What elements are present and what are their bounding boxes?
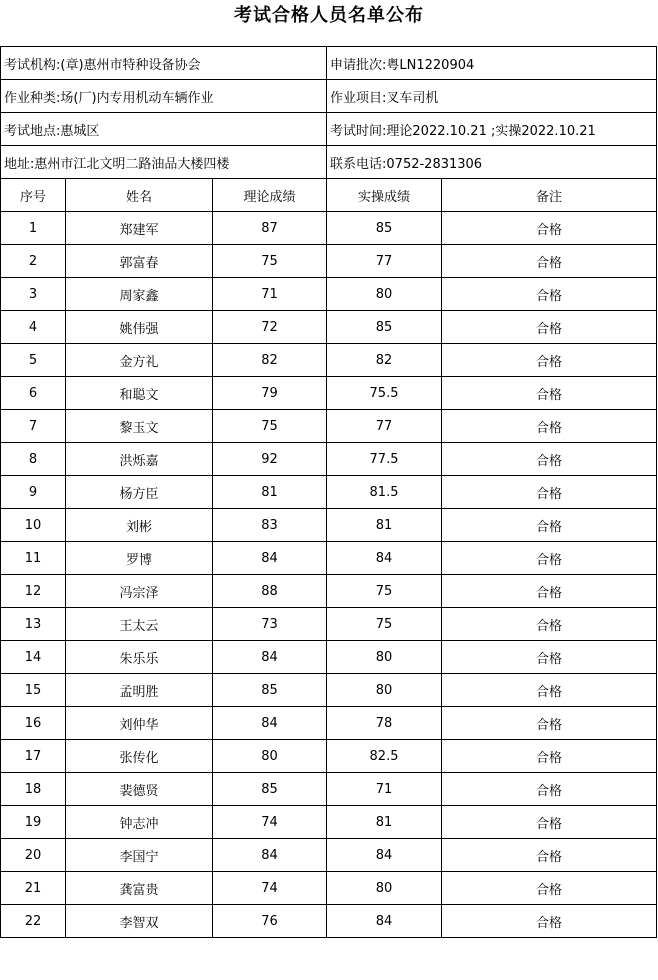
cell-name: 郑建军 xyxy=(66,212,213,245)
work-type-value: 场(厂)内专用机动车辆作业 xyxy=(60,90,214,106)
cell-name: 洪烁嘉 xyxy=(66,443,213,476)
info-row-type-item xyxy=(1,80,657,113)
cell-name: 朱乐乐 xyxy=(66,641,213,674)
exam-org-cell xyxy=(1,47,327,80)
cell-seq: 11 xyxy=(1,542,66,575)
cell-theory-score: 82 xyxy=(213,344,327,377)
cell-seq: 7 xyxy=(1,410,66,443)
cell-theory-score: 85 xyxy=(213,674,327,707)
address-cell xyxy=(1,146,327,179)
info-row-org-batch xyxy=(1,47,657,80)
cell-practice-score: 85 xyxy=(327,212,442,245)
cell-practice-score: 84 xyxy=(327,542,442,575)
cell-name: 李国宁 xyxy=(66,839,213,872)
work-item-value: 叉车司机 xyxy=(386,90,439,106)
header-name: 姓名 xyxy=(66,179,213,212)
table-row xyxy=(1,377,657,410)
cell-name: 罗博 xyxy=(66,542,213,575)
exam-org-value: (章)惠州市特种设备协会 xyxy=(60,57,201,73)
cell-remark: 合格 xyxy=(442,443,657,476)
address-value: 惠州市江北文明二路油品大楼四楼 xyxy=(34,156,230,172)
cell-seq: 3 xyxy=(1,278,66,311)
cell-remark: 合格 xyxy=(442,773,657,806)
cell-seq: 12 xyxy=(1,575,66,608)
table-row xyxy=(1,641,657,674)
exam-time-label: 考试时间: xyxy=(330,123,387,139)
cell-name: 刘彬 xyxy=(66,509,213,542)
page-title: 考试合格人员名单公布 xyxy=(234,5,424,26)
cell-remark: 合格 xyxy=(442,674,657,707)
cell-name: 钟志冲 xyxy=(66,806,213,839)
address-label: 地址: xyxy=(4,156,35,172)
cell-theory-score: 85 xyxy=(213,773,327,806)
batch-cell xyxy=(327,47,657,80)
exam-place-cell xyxy=(1,113,327,146)
table-row xyxy=(1,773,657,806)
qualified-roster-table xyxy=(0,46,657,938)
cell-practice-score: 85 xyxy=(327,311,442,344)
cell-name: 刘仲华 xyxy=(66,707,213,740)
cell-remark: 合格 xyxy=(442,344,657,377)
cell-practice-score: 78 xyxy=(327,707,442,740)
cell-name: 王太云 xyxy=(66,608,213,641)
exam-place-label: 考试地点: xyxy=(4,123,61,139)
cell-practice-score: 77 xyxy=(327,245,442,278)
table-row xyxy=(1,245,657,278)
cell-theory-score: 73 xyxy=(213,608,327,641)
cell-practice-score: 75 xyxy=(327,575,442,608)
info-row-place-time xyxy=(1,113,657,146)
header-theory-score: 理论成绩 xyxy=(213,179,327,212)
cell-remark: 合格 xyxy=(442,542,657,575)
cell-seq: 9 xyxy=(1,476,66,509)
cell-seq: 16 xyxy=(1,707,66,740)
cell-name: 李智双 xyxy=(66,905,213,938)
cell-remark: 合格 xyxy=(442,278,657,311)
table-row xyxy=(1,476,657,509)
cell-seq: 1 xyxy=(1,212,66,245)
info-row-address-phone xyxy=(1,146,657,179)
cell-practice-score: 75 xyxy=(327,608,442,641)
cell-practice-score: 77.5 xyxy=(327,443,442,476)
cell-practice-score: 80 xyxy=(327,674,442,707)
table-row xyxy=(1,212,657,245)
cell-name: 冯宗泽 xyxy=(66,575,213,608)
header-practice-score: 实操成绩 xyxy=(327,179,442,212)
cell-seq: 13 xyxy=(1,608,66,641)
table-row xyxy=(1,707,657,740)
exam-time-cell xyxy=(327,113,657,146)
cell-name: 孟明胜 xyxy=(66,674,213,707)
cell-remark: 合格 xyxy=(442,245,657,278)
phone-label: 联系电话: xyxy=(330,156,387,172)
cell-remark: 合格 xyxy=(442,212,657,245)
cell-theory-score: 84 xyxy=(213,542,327,575)
cell-remark: 合格 xyxy=(442,740,657,773)
cell-theory-score: 84 xyxy=(213,707,327,740)
cell-remark: 合格 xyxy=(442,872,657,905)
cell-remark: 合格 xyxy=(442,410,657,443)
batch-label: 申请批次: xyxy=(330,57,387,73)
cell-name: 周家鑫 xyxy=(66,278,213,311)
cell-seq: 6 xyxy=(1,377,66,410)
cell-seq: 8 xyxy=(1,443,66,476)
table-row xyxy=(1,575,657,608)
cell-seq: 10 xyxy=(1,509,66,542)
cell-seq: 4 xyxy=(1,311,66,344)
cell-theory-score: 83 xyxy=(213,509,327,542)
header-remark: 备注 xyxy=(442,179,657,212)
cell-name: 裴德贤 xyxy=(66,773,213,806)
table-row xyxy=(1,344,657,377)
cell-remark: 合格 xyxy=(442,839,657,872)
table-row xyxy=(1,509,657,542)
table-row xyxy=(1,443,657,476)
exam-time-value: 理论2022.10.21 ;实操2022.10.21 xyxy=(386,123,596,139)
cell-practice-score: 81 xyxy=(327,806,442,839)
cell-name: 张传化 xyxy=(66,740,213,773)
phone-value: 0752-2831306 xyxy=(386,156,483,172)
cell-theory-score: 88 xyxy=(213,575,327,608)
work-type-cell xyxy=(1,80,327,113)
cell-practice-score: 80 xyxy=(327,872,442,905)
cell-name: 和聪文 xyxy=(66,377,213,410)
cell-seq: 5 xyxy=(1,344,66,377)
cell-practice-score: 84 xyxy=(327,839,442,872)
work-item-label: 作业项目: xyxy=(330,90,387,106)
cell-theory-score: 71 xyxy=(213,278,327,311)
column-header-row xyxy=(1,179,657,212)
cell-remark: 合格 xyxy=(442,608,657,641)
table-row xyxy=(1,674,657,707)
cell-seq: 2 xyxy=(1,245,66,278)
table-row xyxy=(1,278,657,311)
cell-theory-score: 84 xyxy=(213,839,327,872)
work-item-cell xyxy=(327,80,657,113)
cell-theory-score: 79 xyxy=(213,377,327,410)
cell-remark: 合格 xyxy=(442,905,657,938)
cell-name: 杨方臣 xyxy=(66,476,213,509)
exam-org-label: 考试机构: xyxy=(4,57,61,73)
cell-seq: 18 xyxy=(1,773,66,806)
cell-remark: 合格 xyxy=(442,806,657,839)
cell-practice-score: 81.5 xyxy=(327,476,442,509)
cell-seq: 17 xyxy=(1,740,66,773)
cell-seq: 21 xyxy=(1,872,66,905)
cell-theory-score: 76 xyxy=(213,905,327,938)
cell-theory-score: 74 xyxy=(213,806,327,839)
cell-remark: 合格 xyxy=(442,377,657,410)
cell-seq: 15 xyxy=(1,674,66,707)
cell-practice-score: 80 xyxy=(327,278,442,311)
cell-practice-score: 71 xyxy=(327,773,442,806)
phone-cell xyxy=(327,146,657,179)
cell-name: 金方礼 xyxy=(66,344,213,377)
cell-practice-score: 80 xyxy=(327,641,442,674)
cell-seq: 20 xyxy=(1,839,66,872)
table-row xyxy=(1,839,657,872)
header-seq: 序号 xyxy=(1,179,66,212)
cell-theory-score: 81 xyxy=(213,476,327,509)
table-row xyxy=(1,740,657,773)
cell-name: 姚伟强 xyxy=(66,311,213,344)
cell-name: 龚富贵 xyxy=(66,872,213,905)
cell-remark: 合格 xyxy=(442,641,657,674)
cell-theory-score: 74 xyxy=(213,872,327,905)
cell-remark: 合格 xyxy=(442,476,657,509)
cell-name: 郭富春 xyxy=(66,245,213,278)
cell-practice-score: 81 xyxy=(327,509,442,542)
cell-theory-score: 72 xyxy=(213,311,327,344)
cell-remark: 合格 xyxy=(442,311,657,344)
table-row xyxy=(1,872,657,905)
table-row xyxy=(1,311,657,344)
cell-seq: 22 xyxy=(1,905,66,938)
cell-theory-score: 84 xyxy=(213,641,327,674)
cell-remark: 合格 xyxy=(442,509,657,542)
cell-name: 黎玉文 xyxy=(66,410,213,443)
cell-practice-score: 82 xyxy=(327,344,442,377)
cell-remark: 合格 xyxy=(442,707,657,740)
table-row xyxy=(1,542,657,575)
cell-remark: 合格 xyxy=(442,575,657,608)
cell-seq: 14 xyxy=(1,641,66,674)
table-row xyxy=(1,905,657,938)
cell-practice-score: 75.5 xyxy=(327,377,442,410)
batch-value: 粤LN1220904 xyxy=(386,57,475,73)
cell-theory-score: 75 xyxy=(213,245,327,278)
exam-place-value: 惠城区 xyxy=(60,123,100,139)
cell-theory-score: 92 xyxy=(213,443,327,476)
table-row xyxy=(1,806,657,839)
cell-theory-score: 80 xyxy=(213,740,327,773)
table-row xyxy=(1,608,657,641)
cell-theory-score: 75 xyxy=(213,410,327,443)
cell-theory-score: 87 xyxy=(213,212,327,245)
table-row xyxy=(1,410,657,443)
cell-practice-score: 82.5 xyxy=(327,740,442,773)
work-type-label: 作业种类: xyxy=(4,90,61,106)
cell-practice-score: 84 xyxy=(327,905,442,938)
cell-practice-score: 77 xyxy=(327,410,442,443)
cell-seq: 19 xyxy=(1,806,66,839)
